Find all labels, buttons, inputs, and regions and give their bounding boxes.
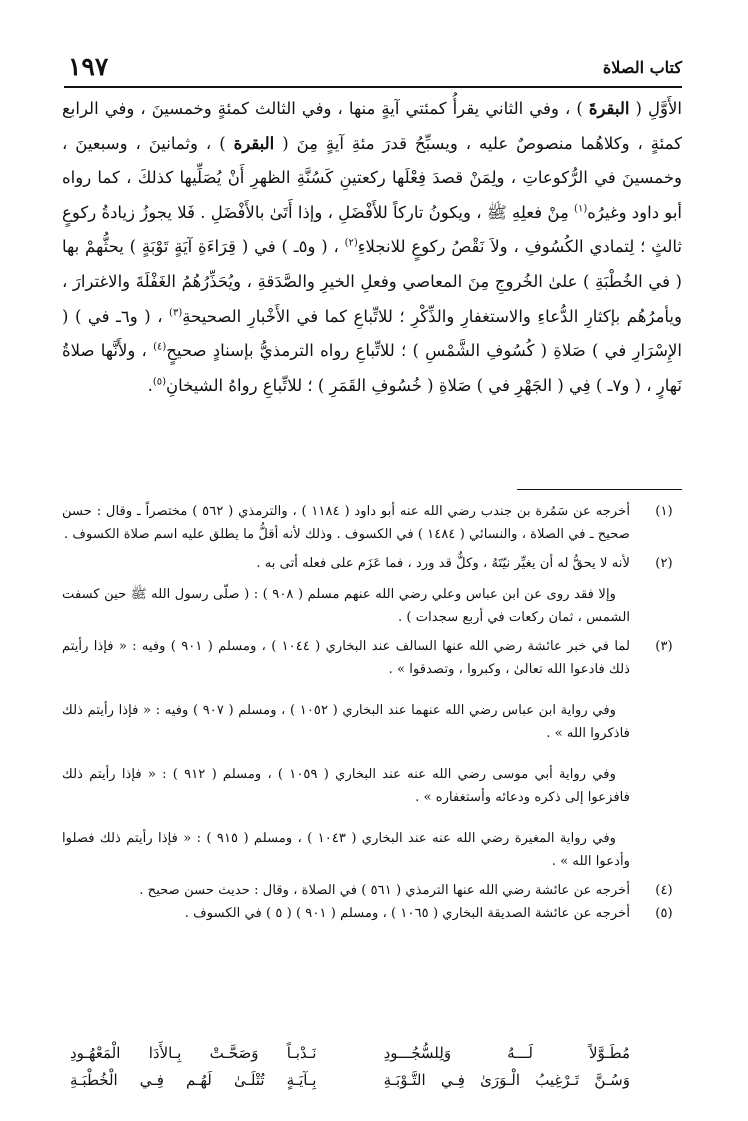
- text-run: .: [147, 375, 153, 395]
- footnote-text: أخرجه عن سَمُرة بن جندب رضي الله عنه أبو داود ( ١١٨٤ ) ، والترمذي ( ٥٦٢ ) مختصراً ـ وقال : حسن صحيح ـ في الصلاة ، والنسائي ( ١٤٨٤ ) في الكسوف . وذلك لأنه أقلُّ ما يطلق عليه اسم صلاة الكسوف .: [62, 504, 631, 542]
- footnote-subparagraph: وإلا فقد روى عن ابن عباس وعلي رضي الله عنهم مسلم ( ٩٠٨ ) : ( صلّى رسول الله ﷺ حين كسفت الشمس ، ثمان ركعات في أربع سجدات ) .: [62, 587, 630, 625]
- footnote-number: (١): [655, 504, 673, 519]
- footnote-text: لأنه لا يحقُّ له أن يغيِّر نيّتَهُ ، وكلٌّ قد ورد ، فما عَزَم على فعله أتى به .: [256, 556, 630, 571]
- footnote-text: أخرجه عن عائشة الصديقة البخاري ( ١٠٦٥ ) ، ومسلم ( ٩٠١ ) ( ٥ ) في الكسوف .: [184, 906, 630, 921]
- footnote-text: لما في خبر عائشة رضي الله عنها السالف عند البخاري ( ١٠٤٤ ) ، ومسلم ( ٩٠١ ) وفيه : « فإذا رأيتم ذلك فادعوا الله تعالىٰ ، وكبروا ، وتصدقوا » .: [62, 639, 630, 677]
- text-run: الأَوَّلِ (: [635, 99, 682, 118]
- footnotes: [62, 500, 682, 1045]
- footnote-1: [62, 500, 682, 546]
- footnote-subparagraph: وفي رواية المغيرة رضي الله عنه عند البخاري ( ١٠٤٣ ) ، ومسلم ( ٩١٥ ) : « فإذا رأيتم ذلك فصلوا وأدعوا الله » .: [62, 831, 630, 869]
- footnote-3: [62, 635, 682, 873]
- footnote-ref-1[interactable]: (١): [574, 203, 588, 215]
- poem-line-1: [70, 1040, 630, 1067]
- footnote-subparagraph: وفي رواية أبي موسى رضي الله عنه عند البخاري ( ١٠٥٩ ) ، ومسلم ( ٩١٢ ) : « فإذا رأيتم ذلك فافزعوا إلى ذكره ودعائه وأستغفاره » .: [62, 767, 630, 805]
- poem-line-2: [70, 1067, 630, 1094]
- poem-verses: [70, 1040, 630, 1098]
- text-run: ) ، وثمانينَ ، وسبعينَ ، وخمسينَ في الرُّكوعاتِ ، ولِمَنْ قصدَ فِعْلَها ركعتينِ كَسُنَّةِ الظهرِ أَنْ يُصَلِّيها كذلكَ ، كما رواه أبو داود وغيرُه: [62, 133, 682, 222]
- main-paragraph: [62, 92, 682, 403]
- page-number: ١٩٧: [68, 52, 109, 81]
- footnote-ref-5[interactable]: (٥): [152, 376, 167, 388]
- text-run: ، ( و٥ـ ) في ( قِرَاءَةِ آيَةٍ تَوْبَةٍ ) يحثُّهمْ بها ( في الخُطْبَةِ ) علىٰ الخُروجِ مِنَ المعاصي وفعلِ الخيرِ والصَّدَقةِ ، ويُحَذِّرُهُمُ الغَفْلَةَ والاغترارَ ، ويأمرُهُم بإكثارِ الدُّعاءِ والاستغفارِ والذِّكْرِ ؛ للاتِّباعِ كما في الأَخْبارِ الصحيحةِ: [62, 237, 682, 326]
- footnote-ref-2[interactable]: (٢): [344, 237, 358, 249]
- text-run: مِنْ فعلِهِ ﷺ ، ويكونُ تاركاً للأَفْضَلِ ، وإذا أَتَىٰ بالأَفْضَلِ . فَلا يجوزُ زيادةُ ركوعٍ ثالثٍ ؛ لِتمادي الكُسُوفِ ، ولاَ نَقْصُ ركوعٍ للانجلاءِ: [62, 202, 682, 257]
- poem-hemistich: نَـدْبـاً وَصَحَّـتْ بِـالأَدَا الْمَعْهُـودِ: [70, 1044, 317, 1062]
- footnote-number: (٢): [655, 556, 673, 571]
- text-run: ، ولأَنَّها صلاةُ نَهارٍ ، ( و٧ـ ) فِي ( الجَهْرِ في ) صَلاةِ ( خُسُوفِ القَمَرِ ) ؛ للاتِّباعِ رواهُ الشيخانِ: [62, 341, 682, 395]
- poem-hemistich: مُطَـوَّلاً لَـــهُ وَلِلسُّجُـــودِ: [383, 1044, 630, 1062]
- main-text: [62, 92, 682, 484]
- footnote-text: أخرجه عن عائشة رضي الله عنها الترمذي ( ٥٦١ ) في الصلاة ، وقال : حديث حسن صحيح .: [139, 883, 630, 898]
- footnote-ref-4[interactable]: (٤): [153, 341, 167, 353]
- footnote-ref-3[interactable]: (٣): [169, 307, 183, 319]
- text-run: ) ، وفي الثاني يقرأُ كمئتي آيةٍ منها ، وفي الثالث كمئةٍ وخمسينَ ، وفي الرابع كمئةٍ ، وكلاهُما منصوصٌ عليه ، ويسبِّحُ قدرَ مئةِ آيةٍ مِنَ (: [62, 99, 682, 153]
- footnote-2: [62, 552, 682, 629]
- page-header: [62, 52, 682, 86]
- surah-name: البقرةَ: [588, 99, 630, 118]
- poem-hemistich: بِـآيَـةٍ تُتْلَـىٰ لَهُـم فِـي الْخُطْبَـةِ: [70, 1071, 317, 1089]
- book-title: كتاب الصلاة: [602, 58, 682, 77]
- footnote-number: (٥): [655, 906, 673, 921]
- footnote-number: (٣): [655, 639, 673, 654]
- poem-hemistich: وَسُـنَّ تَـرْغِيبُ الْـوَرَىٰ فِـي التَّـوْبَـةِ: [383, 1071, 630, 1089]
- footnote-5: [62, 902, 682, 925]
- header-rule: [64, 86, 682, 88]
- footnote-4: [62, 879, 682, 902]
- text-run: ، ( و٦ـ في ) ( الإِسْرَارِ في ) صَلاةِ ( كُسُوفِ الشَّمْسِ ) ؛ للاتِّباعِ رواه الترمذيُّ بإسنادٍ صحيحٍ: [62, 306, 682, 361]
- footnote-separator: [517, 489, 682, 490]
- surah-name: البقرة: [233, 133, 275, 153]
- footnote-number: (٤): [655, 883, 673, 898]
- footnote-subparagraph: وفي رواية ابن عباس رضي الله عنهما عند البخاري ( ١٠٥٢ ) ، ومسلم ( ٩٠٧ ) وفيه : « فإذا رأيتم ذلك فاذكروا الله » .: [62, 703, 630, 741]
